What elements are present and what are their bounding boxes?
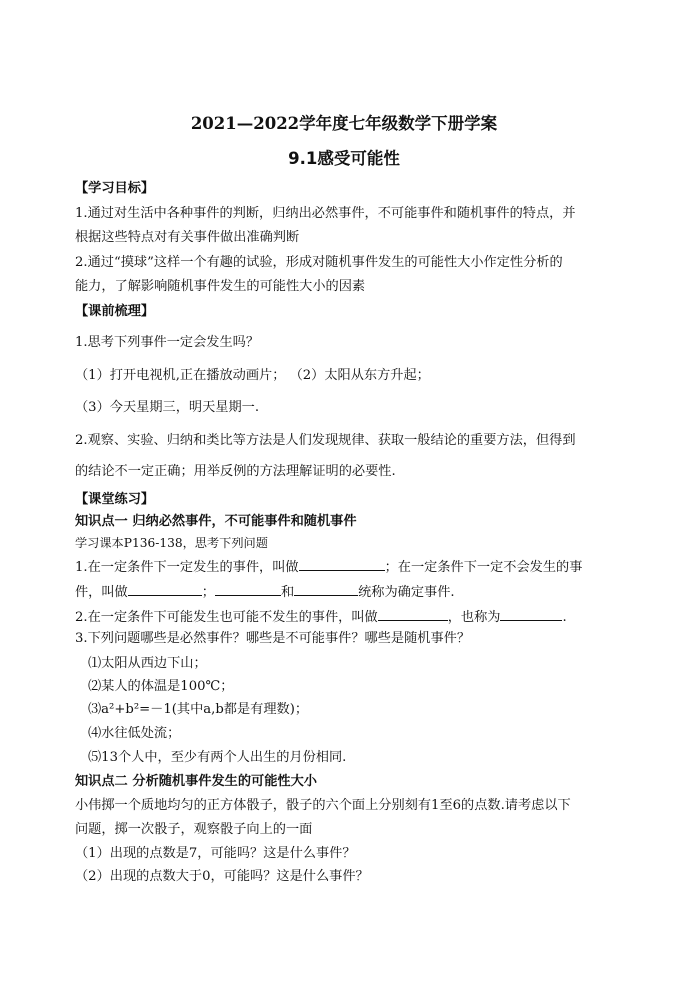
fill-2-text-c: . xyxy=(562,610,567,625)
list-item: ⑴太阳从西边下山； xyxy=(88,656,207,671)
fill-1-text-d: ； xyxy=(201,585,215,600)
study-instruction: 学习课本P136-138，思考下列问题 xyxy=(75,536,268,550)
goal-1-line-1: 1.通过对生活中各种事件的判断，归纳出必然事件，不可能事件和随机事件的特点，并 xyxy=(75,206,576,221)
preview-q2-line-1: 2.观察、实验、归纳和类比等方法是人们发现规律、获取一般结论的重要方法，但得到 xyxy=(75,433,576,448)
preview-q2-line-2: 的结论不一定正确；用举反例的方法理解证明的必要性. xyxy=(75,464,396,479)
list-item: ⑵某人的体温是100℃； xyxy=(88,679,234,694)
goals-header: 【学习目标】 xyxy=(75,181,155,196)
list-item: ⑶a²+b²=－1(其中a,b都是有理数)； xyxy=(88,702,309,717)
list-item: ⑷水往低处流； xyxy=(88,726,181,741)
fill-1-line-2 xyxy=(75,582,455,602)
fill-2-text-b: ，也称为 xyxy=(447,610,501,625)
fill-1-text-f: 统称为确定事件. xyxy=(358,585,455,600)
goal-2-line-1: 2.通过“摸球”这样一个有趣的试验，形成对随机事件发生的可能性大小作定性分析的 xyxy=(75,255,563,270)
goal-2-line-2: 能力，了解影响随机事件发生的可能性大小的因素 xyxy=(75,279,366,294)
preview-q1-items-a: （1）打开电视机,正在播放动画片； （2）太阳从东方升起； xyxy=(75,368,430,383)
preview-q1-items-b: （3）今天星期三，明天星期一. xyxy=(75,400,260,415)
practice-header: 【课堂练习】 xyxy=(75,492,155,507)
preview-q1: 1.思考下列事件一定会发生吗？ xyxy=(75,335,260,350)
page-title: 2021—2022学年度七年级数学下册学案 xyxy=(190,114,498,133)
fill-2-line xyxy=(75,607,567,627)
question-3: 3.下列问题哪些是必然事件？哪些是不可能事件？哪些是随机事件？ xyxy=(75,631,471,646)
dice-question-1: （1）出现的点数是7，可能吗？这是什么事件？ xyxy=(75,846,356,861)
fill-1-text-b: ；在一定条件下一定不会发生的事 xyxy=(384,560,583,575)
fill-1-line-1 xyxy=(75,557,582,577)
list-item: ⑸13个人中，至少有两个人出生的月份相同. xyxy=(88,750,347,765)
knowledge-point-2: 知识点二 分析随机事件发生的可能性大小 xyxy=(75,774,317,789)
fill-1-text-c: 件，叫做 xyxy=(75,585,128,600)
answer-blank-certain-event[interactable] xyxy=(299,557,385,571)
dice-intro-line-1: 小伟掷一个质地均匀的正方体骰子，骰子的六个面上分别刻有1至6的点数.请考虑以下 xyxy=(75,798,571,813)
dice-intro-line-2: 问题，掷一次骰子，观察骰子向上的一面 xyxy=(75,822,313,837)
lesson-title: 9.1感受可能性 xyxy=(288,149,400,168)
answer-blank-determined-1[interactable] xyxy=(215,582,281,596)
answer-blank-determined-2[interactable] xyxy=(294,582,358,596)
fill-2-text-a: 2.在一定条件下可能发生也可能不发生的事件，叫做 xyxy=(75,610,378,625)
fill-1-text-a: 1.在一定条件下一定发生的事件，叫做 xyxy=(75,560,299,575)
answer-blank-uncertain-event[interactable] xyxy=(500,607,562,621)
goal-1-line-2: 根据这些特点对有关事件做出准确判断 xyxy=(75,230,300,245)
answer-blank-impossible-event[interactable] xyxy=(128,582,202,596)
fill-1-text-e: 和 xyxy=(280,585,295,600)
answer-blank-random-event[interactable] xyxy=(378,607,448,621)
dice-question-2: （2）出现的点数大于0，可能吗？这是什么事件？ xyxy=(75,869,369,884)
preview-header: 【课前梳理】 xyxy=(75,304,155,319)
knowledge-point-1: 知识点一 归纳必然事件，不可能事件和随机事件 xyxy=(75,514,357,529)
